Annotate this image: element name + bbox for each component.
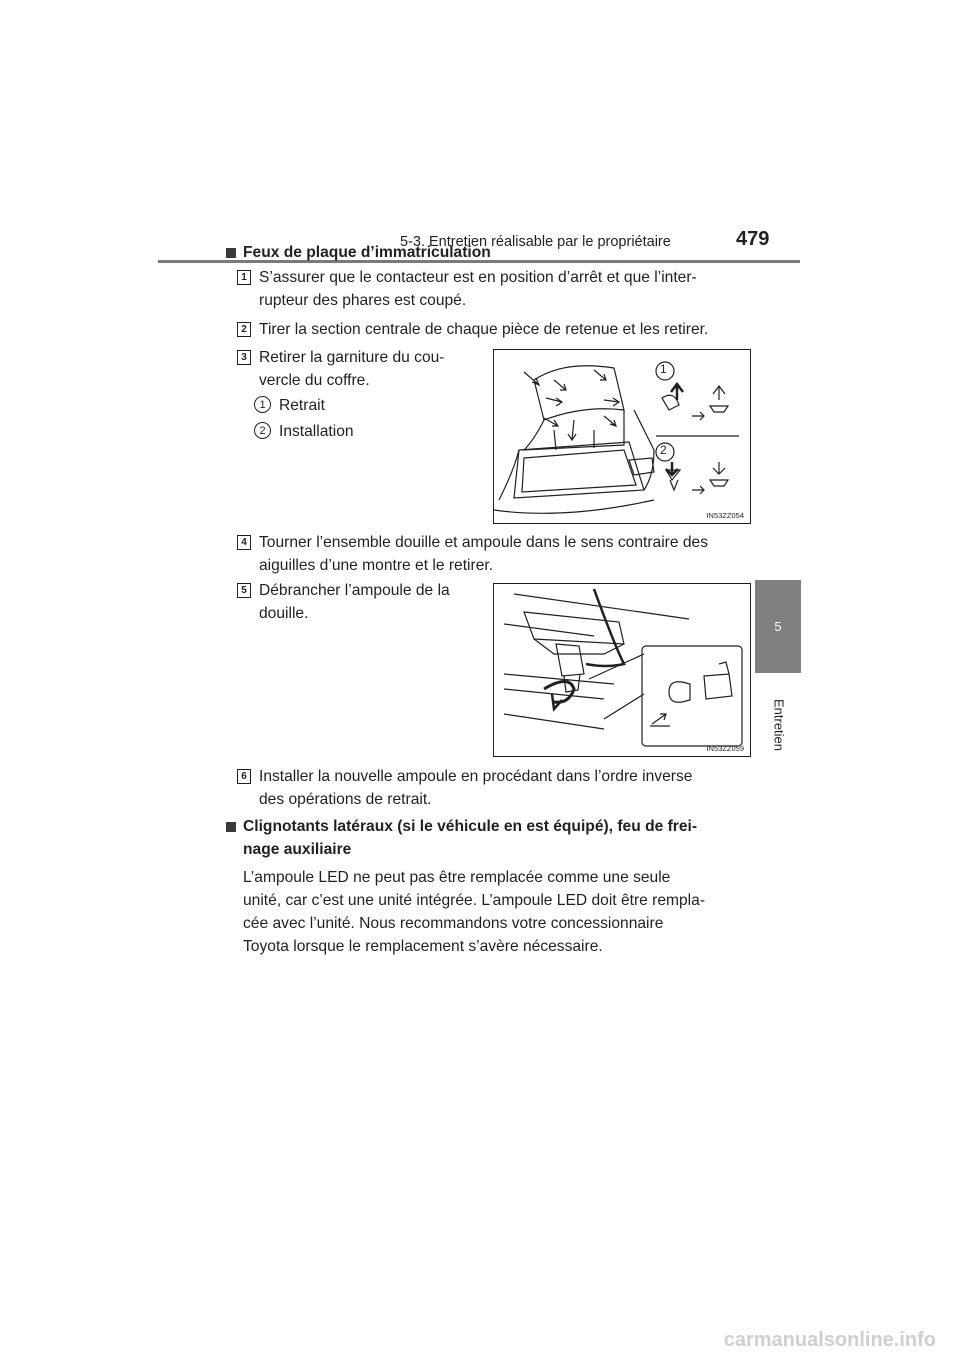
step-1-number: 1 (237, 270, 251, 285)
fig1-callout-2: 2 (660, 443, 667, 457)
step-6-line1: Installer la nouvelle ampoule en procédant dans l’ordre inverse (259, 768, 693, 785)
step-1-line2: rupteur des phares est coupé. (259, 292, 467, 309)
page-number: 479 (736, 228, 770, 250)
chapter-label: Entretien (771, 698, 787, 752)
step-2-line1: Tirer la section centrale de chaque pièce de retenue et les retirer. (259, 321, 709, 338)
step-1-line1: S’assurer que le contacteur est en position d’arrêt et que l’inter- (259, 269, 697, 286)
step-3-line1: Retirer la garniture du cou- (259, 349, 445, 366)
sub-1-label: Retrait (279, 397, 325, 414)
chapter-tab (755, 580, 801, 673)
step-6-number: 6 (237, 769, 251, 784)
section1-heading: Feux de plaque d’immatriculation (243, 244, 491, 261)
step-4-number: 4 (237, 535, 251, 550)
sub-2-label: Installation (279, 423, 354, 440)
bullet-square-icon (226, 248, 236, 258)
section-header: 5-3. Entretien réalisable par le propriétaire (400, 234, 671, 250)
bulb-illustration (494, 584, 750, 756)
trunk-illustration (494, 350, 750, 523)
step-2-number: 2 (237, 322, 251, 337)
sub-2-number: 2 (254, 422, 271, 439)
figure-trunk-trim (493, 349, 751, 524)
watermark: carmanualsonline.info (723, 1329, 936, 1351)
section2-heading-line2: nage auxiliaire (243, 841, 352, 858)
step-3-line2: vercle du coffre. (259, 372, 370, 389)
section2-body-line3: cée avec l’unité. Nous recommandons votre concessionnaire (243, 915, 664, 932)
chapter-number: 5 (774, 619, 782, 634)
section2-body-line4: Toyota lorsque le remplacement s’avère nécessaire. (243, 938, 603, 955)
step-3-number: 3 (237, 350, 251, 365)
step-5-number: 5 (237, 583, 251, 598)
sub-1-number: 1 (254, 396, 271, 413)
figure-bulb-socket (493, 583, 751, 757)
step-5-line2: douille. (259, 605, 309, 622)
section2-body-line1: L’ampoule LED ne peut pas être remplacée comme une seule (243, 869, 671, 886)
step-4-line1: Tourner l’ensemble douille et ampoule dans le sens contraire des (259, 534, 709, 551)
fig1-code: IN53ZZ054 (706, 511, 744, 520)
section2-body-line2: unité, car c’est une unité intégrée. L’ampoule LED doit être rempla- (243, 892, 706, 909)
step-6-line2: des opérations de retrait. (259, 791, 432, 808)
bullet-square-icon (226, 822, 236, 832)
step-5-line1: Débrancher l’ampoule de la (259, 582, 450, 599)
step-4-line2: aiguilles d’une montre et le retirer. (259, 557, 494, 574)
fig2-code: IN53ZZ059 (706, 744, 744, 753)
section2-heading-line1: Clignotants latéraux (si le véhicule en est équipé), feu de frei- (243, 818, 698, 835)
fig1-callout-1: 1 (660, 362, 667, 376)
